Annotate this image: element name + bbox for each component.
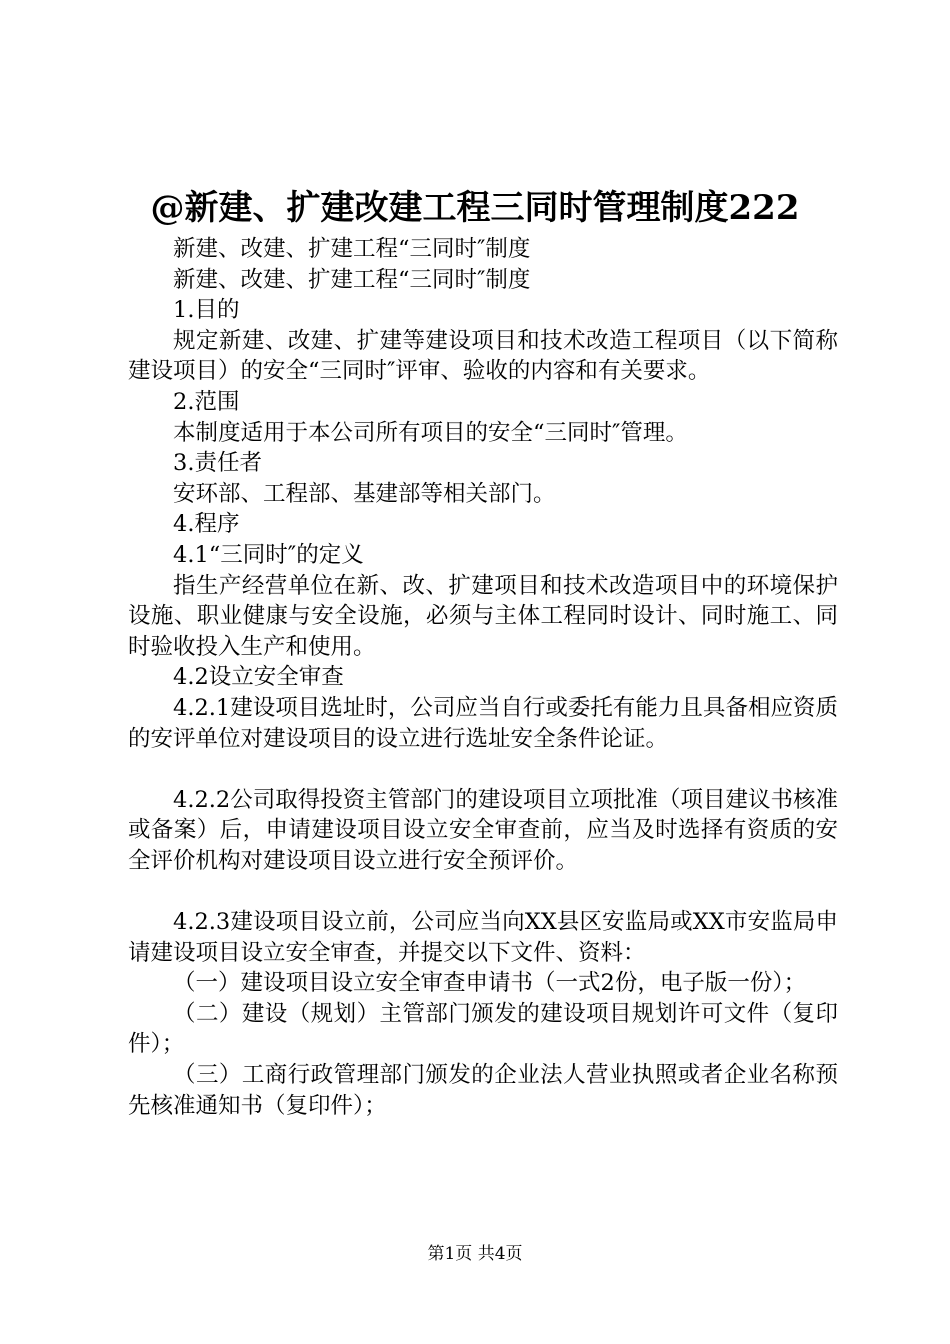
paragraph-gap [128,754,838,785]
section-heading-responsible: 3.责任者 [173,450,262,477]
subsection-heading-review: 4.2设立安全审查 [173,664,344,691]
page-footer: 第1页 共4页 [427,1244,523,1264]
section-heading-purpose: 1.目的 [173,297,240,324]
paragraph-purpose: 规定新建、改建、扩建等建设项目和技术改造工程项目（以下简称建设项目）的安全“三同时″评审、验收的内容和有关要求。 [128,327,838,385]
paragraph-scope: 本制度适用于本公司所有项目的安全“三同时″管理。 [173,419,688,446]
list-item-2: （二）建设（规划）主管部门颁发的建设项目规划许可文件（复印件）； [128,1000,838,1058]
paragraph-4-2-1: 4.2.1建设项目选址时，公司应当自行或委托有能力且具备相应资质的安评单位对建设项目的设立进行选址安全条件论证。 [128,694,838,752]
paragraph-responsible: 安环部、工程部、基建部等相关部门。 [173,480,556,507]
section-heading-scope: 2.范围 [173,388,240,415]
paragraph-4-2-2: 4.2.2公司取得投资主管部门的建设项目立项批准（项目建议书核准或备案）后，申请建设项目设立安全审查前，应当及时选择有资质的安全评价机构对建设项目设立进行安全预评价。 [128,786,838,874]
list-item-1: （一）建设项目设立安全审查申请书（一式2份，电子版一份）； [173,970,807,997]
subsection-heading-definition: 4.1“三同时″的定义 [173,541,364,568]
paragraph-subtitle-1: 新建、改建、扩建工程“三同时″制度 [173,236,531,262]
paragraph-subtitle-2: 新建、改建、扩建工程“三同时″制度 [173,266,531,293]
document-title: @新建、扩建改建工程三同时管理制度222 [150,188,800,228]
section-heading-procedure: 4.程序 [173,511,240,538]
paragraph-gap [128,876,838,907]
list-item-3: （三）工商行政管理部门颁发的企业法人营业执照或者企业名称预先核准通知书（复印件）； [128,1062,838,1119]
paragraph-definition: 指生产经营单位在新、改、扩建项目和技术改造项目中的环境保护设施、职业健康与安全设施，必须与主体工程同时设计、同时施工、同时验收投入生产和使用。 [128,572,838,660]
document-body [128,234,838,1121]
paragraph-4-2-3: 4.2.3建设项目设立前，公司应当向XX县区安监局或XX市安监局申请建设项目设立安全审查，并提交以下文件、资料： [128,909,838,966]
